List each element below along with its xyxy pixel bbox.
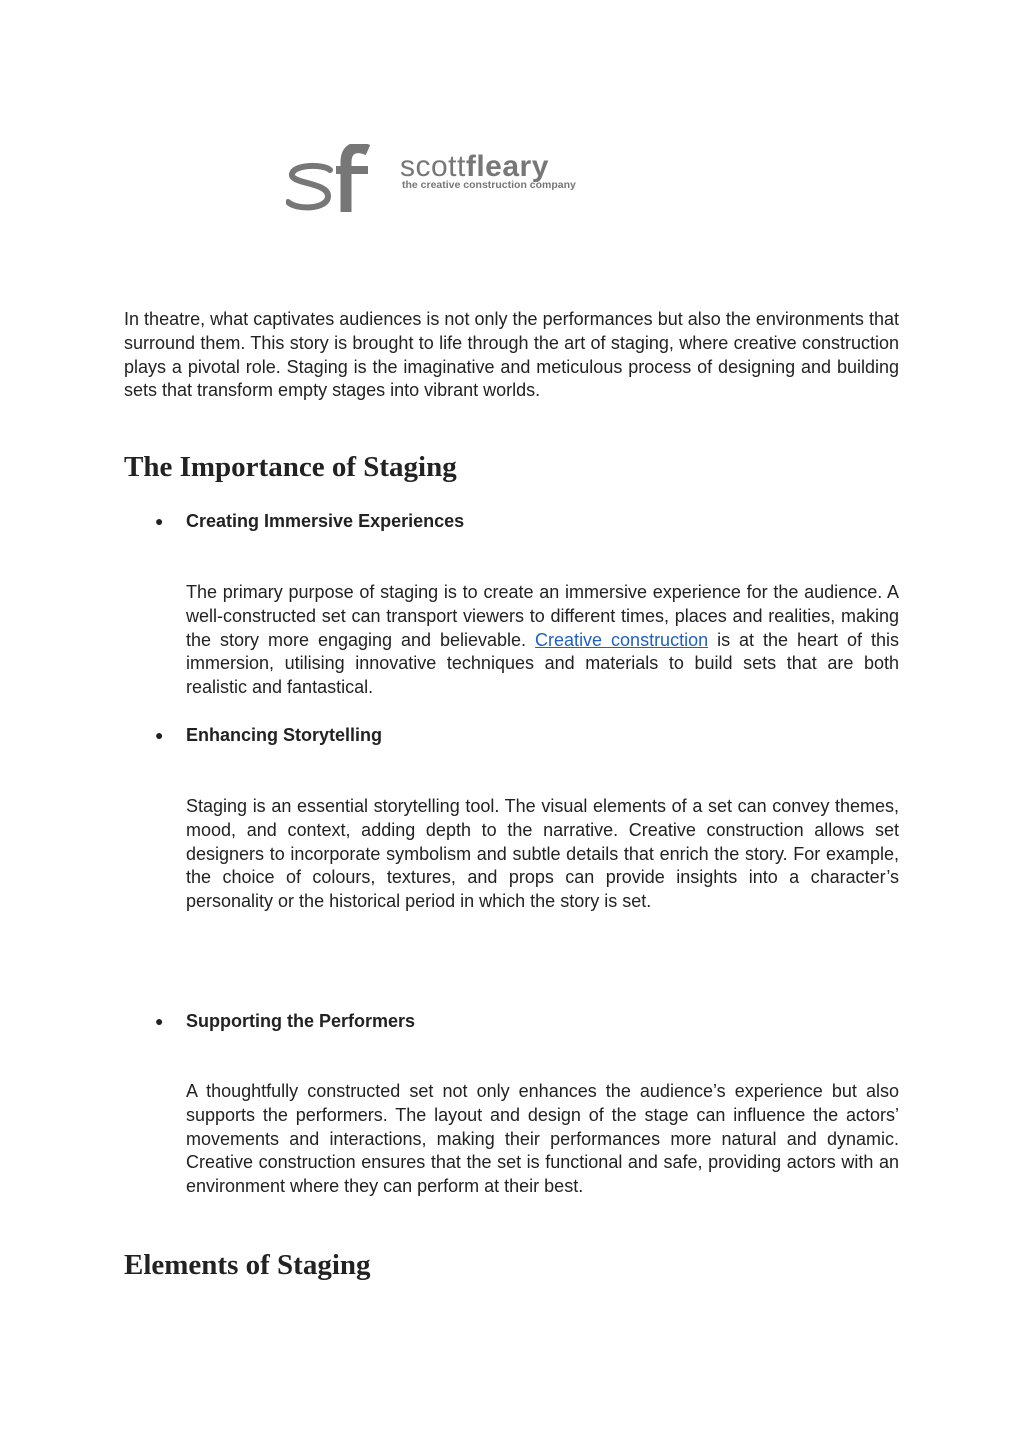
paragraph-performers: A thoughtfully constructed set not only enhances the audience’s experience but also supports the performers. The layout and design of the stage can influence the actors’ movements and interactions, making their performances more natural and dynamic. Creative construction ensures that the set is functional and safe, providing actors with an environment where they can perform at their best. <box>186 1081 899 1197</box>
bullet-label: Creating Immersive Experiences <box>186 511 465 531</box>
bullet-dot-icon: ● <box>155 727 164 743</box>
bullet-label: Supporting the Performers <box>186 1011 416 1031</box>
sf-monogram-icon <box>286 144 386 212</box>
logo-wordmark <box>400 152 549 182</box>
creative-construction-link[interactable]: Creative construction <box>535 629 709 650</box>
logo-tagline: the creative construction company <box>402 179 576 191</box>
paragraph-immersive <box>186 581 899 700</box>
section-heading-elements: Elements of Staging <box>124 1249 371 1281</box>
paragraph-text: The primary purpose of staging is to create an immersive experience for the audience. A well-constructed set can transport viewers to different times, places and realities, making the story more engaging and believable. <box>186 582 899 650</box>
paragraph-storytelling: Staging is an essential storytelling tool. The visual elements of a set can convey themes, mood, and context, adding depth to the narrative. Creative construction allows set designers to incorporate symbolism and subtle details that enrich the story. For example, the choice of colours, textures, and props can provide insights into a character’s personality or the historical period in which the story is set. <box>186 796 899 912</box>
paragraph-text: is at the heart of this immersion, utilising innovative techniques and materials to build sets that are both realistic and fantastical. <box>186 629 900 698</box>
bullet-dot-icon: ● <box>155 1013 164 1029</box>
section-heading-importance: The Importance of Staging <box>124 451 457 483</box>
logo-word-light: scott <box>400 150 466 183</box>
bullet-label: Enhancing Storytelling <box>186 725 383 745</box>
logo-word-bold: fleary <box>465 150 549 183</box>
intro-paragraph: In theatre, what captivates audiences is not only the performances but also the environments that surround them. This story is brought to life through the art of staging, where creative construction plays a pivotal role. Staging is the imaginative and meticulous process of designing and building sets that transform empty stages into vibrant worlds. <box>124 309 899 401</box>
bullet-dot-icon: ● <box>155 513 164 529</box>
company-logo <box>286 144 626 212</box>
